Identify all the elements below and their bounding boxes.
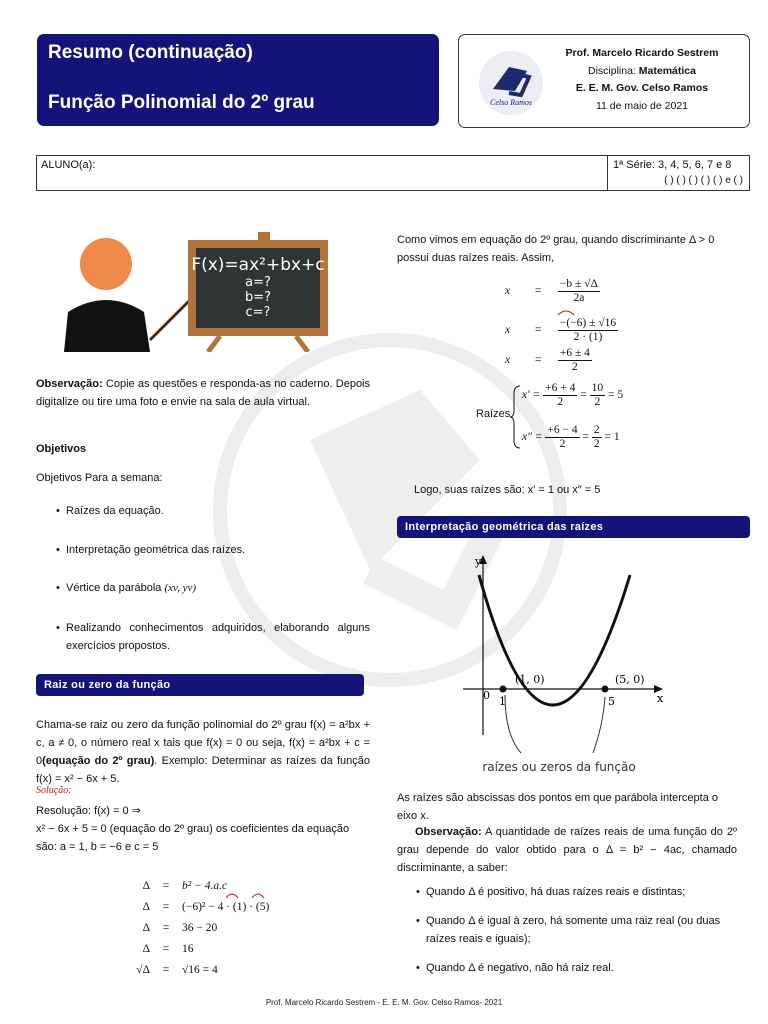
- vertex-notation: (xv, yv): [164, 582, 197, 594]
- teacher-name: Prof. Marcelo Ricardo Sestrem: [565, 47, 719, 59]
- objectives-intro: Objetivos Para a semana:: [36, 472, 163, 484]
- root1-d2: 2: [594, 396, 601, 408]
- objectives-heading: Objetivos: [36, 443, 87, 455]
- delta-row-4-rhs: 16: [182, 943, 194, 955]
- observation-text: Copie as questões e responda-as no caderno. Depois digitalize ou tire uma foto e envie na sala de aula virtual.: [36, 378, 370, 408]
- delta-row-4: Δ = 16: [120, 939, 269, 960]
- board-line2: a=?: [245, 275, 271, 290]
- root2-lhs: x″ =: [522, 431, 543, 444]
- objective-item-1: • Raízes da equação.: [66, 502, 164, 520]
- bhaskara-simplified: x = $\frac{+6 \pm 4}{2}$: [505, 347, 590, 373]
- root-point-2: [602, 686, 609, 693]
- root2-d1: 2: [559, 438, 566, 450]
- eq1-denominator: 2a: [573, 292, 585, 304]
- y-label: y: [475, 555, 482, 568]
- point-label-1: (1, 0): [515, 673, 545, 686]
- objective-item-3-text: Vértice da parábola: [66, 582, 162, 594]
- subject-label: Disciplina:: [588, 64, 636, 77]
- student-field[interactable]: [36, 155, 750, 191]
- delta-row-5: √Δ = √16 = 4: [120, 960, 269, 981]
- delta-row-2-lhs: Δ: [142, 901, 150, 913]
- section-title-interp: Interpretação geométrica das raízes: [397, 516, 750, 538]
- roots-explanation: As raízes são abscissas dos pontos em que parábola intercepta o eixo x.: [397, 792, 719, 822]
- root1-n2: 10: [591, 382, 604, 394]
- root-x1: x′ = $\frac{+6 + 4}{2}$ = $\frac{10}{2}$ = 5: [522, 382, 624, 408]
- root1-d1: 2: [557, 396, 564, 408]
- discriminant-note: [397, 823, 737, 877]
- discriminant-note-text: A quantidade de raízes reais de uma função do 2º grau depende do valor obtido para o Δ = b² − 4ac, chamado discriminante, a saber:: [397, 826, 737, 874]
- origin-label: 0: [483, 689, 490, 702]
- objective-item-3: [66, 579, 196, 597]
- parabola-curve: [479, 575, 630, 705]
- bhaskara-substitution: x = $\frac{-(-6) \pm √16}{2 \cdot (1)}$: [505, 317, 617, 343]
- root1-result: = 5: [608, 389, 624, 402]
- title-banner: [37, 34, 439, 126]
- delta-case-negative: • Quando Δ é negativo, não há raiz real.: [426, 959, 736, 977]
- root1-lhs: x′ =: [522, 389, 541, 402]
- board-line3: b=?: [244, 290, 272, 305]
- root-x2: x″ = $\frac{+6 - 4}{2}$ = $\frac{2}{2}$ = 1: [522, 424, 620, 450]
- school-name: E. E. M. Gov. Celso Ramos: [575, 82, 709, 94]
- logo-script: Celso Ramos: [490, 98, 532, 107]
- objective-item-4: • Realizando conhecimentos adquiridos, elaborando alguns exercícios propostos.: [66, 619, 370, 655]
- resolution-line: Resolução: f(x) = 0 ⇒: [36, 805, 141, 817]
- delta-row-2: Δ = (−6)² − 4 · (1) · (5): [120, 897, 269, 918]
- board-line4: c=?: [245, 305, 271, 320]
- arrow-annotation: [224, 890, 270, 900]
- eq3-numerator: +6 ± 4: [559, 347, 590, 359]
- bhaskara-formula: x = $\frac{-b \pm √\Delta}{2a}$: [505, 278, 598, 304]
- date: 11 de maio de 2021: [595, 99, 689, 112]
- subject-value: Matemática: [638, 64, 696, 77]
- root-definition-text: Chama-se raiz ou zero da função polinomial do 2º grau f(x) = a²bx + c, a ≠ 0, o número real x tais que f(x) = 0 ou seja, f(x) = a²bx + c = 0: [36, 719, 370, 767]
- roots-label: Raízes: [476, 408, 511, 420]
- roots-conclusion: Logo, suas raízes são: x′ = 1 ou x″ = 5: [414, 484, 601, 496]
- tick-label-5: 5: [608, 695, 615, 708]
- title-line1: Resumo (continuação): [48, 42, 253, 63]
- delta-row-3-lhs: Δ: [142, 922, 150, 934]
- teacher-info-box: [458, 34, 750, 128]
- discriminant-note-label: Observação:: [415, 826, 482, 838]
- section-title-raiz: Raiz ou zero da função: [36, 674, 364, 696]
- observation-label: Observação:: [36, 378, 103, 390]
- delta-row-4-lhs: Δ: [142, 943, 150, 955]
- arrow-annotation-2: [556, 307, 578, 317]
- annotation-arrow-2: [593, 697, 605, 753]
- delta-row-3: Δ = 36 − 20: [120, 918, 269, 939]
- grade-label: 1ª Série: 3, 4, 5, 6, 7 e 8: [613, 159, 732, 171]
- root-definition-bold: (equação do 2º grau): [42, 755, 155, 767]
- solution-label: Solução:: [36, 785, 72, 796]
- delta-row-1-rhs: b² − 4.a.c: [182, 880, 228, 892]
- teacher-blackboard-illustration: [60, 232, 335, 352]
- x-label: x: [657, 692, 664, 705]
- delta-row-2-rhs: (−6)² − 4 · (1) · (5): [182, 901, 270, 913]
- root2-n2: 2: [593, 424, 600, 436]
- annotation-arrow-1: [505, 695, 521, 753]
- root2-result: = 1: [604, 431, 620, 444]
- page-footer: Prof. Marcelo Ricardo Sestrem - E. E. M. Gov. Celso Ramos- 2021: [265, 998, 503, 1007]
- student-label: ALUNO(a):: [41, 159, 96, 171]
- delta-row-1-lhs: Δ: [142, 880, 150, 892]
- eq2-numerator: −(−6) ± √16: [559, 317, 617, 329]
- delta-row-5-rhs: √16 = 4: [182, 964, 218, 976]
- delta-row-3-rhs: 36 − 20: [182, 922, 218, 934]
- brace: [510, 384, 522, 450]
- subject-line: [539, 63, 745, 81]
- eq2-denominator: 2 · (1): [573, 331, 603, 343]
- coefficients-line: x² − 6x + 5 = 0 (equação do 2º grau) os coeficientes da equação são: a = 1, b = −6 e c = 5: [36, 823, 350, 853]
- eq3-denominator: 2: [572, 361, 578, 373]
- graph-caption: raízes ou zeros da função: [482, 760, 636, 774]
- root-point-1: [500, 686, 507, 693]
- observation-note: [36, 375, 370, 411]
- delta-case-positive: • Quando Δ é positivo, há duas raízes reais e distintas;: [426, 883, 736, 901]
- parabola-graph: [455, 555, 675, 780]
- grade-checkboxes[interactable]: ( ) ( ) ( ) ( ) ( ) e ( ): [664, 175, 743, 186]
- eq1-numerator: −b ± √Δ: [559, 278, 598, 290]
- delta-row-1: Δ = b² − 4.a.c: [120, 876, 269, 897]
- root2-n1: +6 − 4: [547, 424, 578, 436]
- root2-d2: 2: [593, 438, 600, 450]
- delta-case-zero: • Quando Δ é igual à zero, há somente uma raiz real (ou duas raízes reais e iguais);: [426, 912, 736, 948]
- delta-row-5-lhs: √Δ: [136, 964, 150, 976]
- school-logo: [479, 51, 543, 115]
- school-logo-icon: [479, 51, 543, 115]
- root-definition-end: . Exemplo: Determinar as raízes da função f(x) = x² − 6x + 5.: [36, 755, 370, 785]
- root1-n1: +6 + 4: [545, 382, 576, 394]
- title-line2: Função Polinomial do 2º grau: [48, 92, 315, 113]
- tick-label-1: 1: [499, 695, 506, 708]
- roots-intro: Como vimos em equação do 2º grau, quando discriminante Δ > 0 possui duas raízes reais. Assim,: [397, 234, 715, 264]
- point-label-2: (5, 0): [615, 673, 645, 686]
- board-line1: F(x)=ax²+bx+c: [191, 255, 325, 275]
- root-definition: [36, 716, 370, 788]
- objective-item-2: • Interpretação geométrica das raízes.: [66, 541, 245, 559]
